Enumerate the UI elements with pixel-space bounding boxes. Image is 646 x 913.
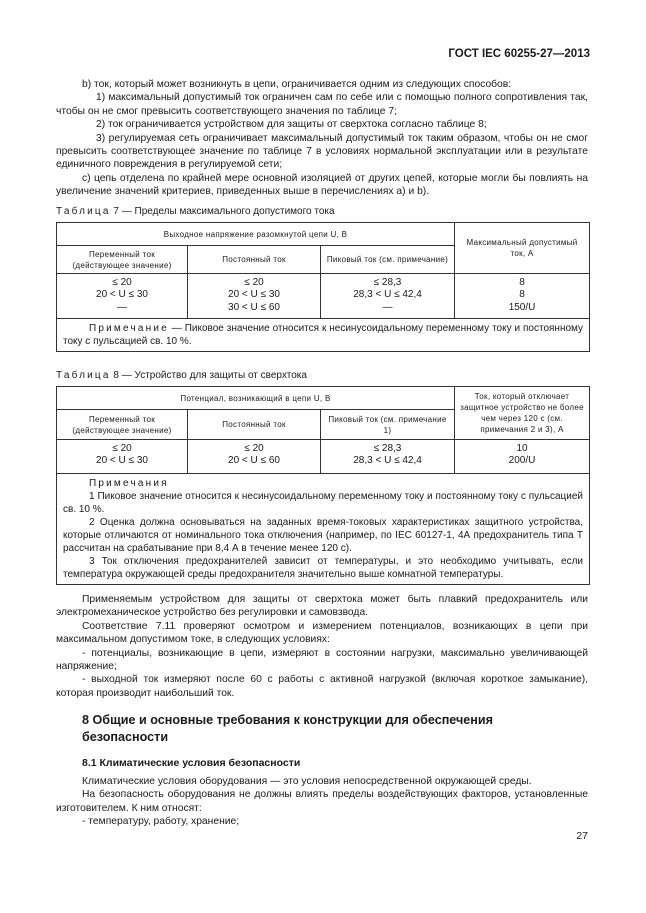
table7-note: [57, 319, 590, 352]
table7-cell-peak: [321, 274, 455, 319]
page-number: 27: [576, 830, 588, 842]
intro-block: [56, 78, 588, 199]
paragraph-device: Применяемым устройством для защиты от сверхтока может быть плавкий предохранитель или электромеханическое устройство без регулировки и самовзвода.: [56, 594, 588, 619]
table-cell: ≤ 20: [112, 443, 132, 454]
table-cell: 20 < U ≤ 30: [228, 289, 280, 301]
table8-col3-header: Пиковый ток (см. примечание 1): [321, 410, 455, 440]
table8-col4-header: Ток, который отключает защитное устройство не более чем через 120 с (см. примечания 2 и 3), А: [455, 387, 590, 440]
notes-title-text: Примечания: [89, 478, 169, 489]
table7-caption-text: 7 — Пределы максимального допустимого тока: [110, 206, 335, 217]
table7-cell-max: [455, 274, 590, 319]
table-cell: 20 < U ≤ 60: [228, 455, 280, 467]
table7-col2-header: Постоянный ток: [188, 246, 321, 274]
table8-cell-dc: [188, 440, 321, 474]
table7-group-header: Выходное напряжение разомкнутой цепи U, В: [57, 223, 455, 246]
table7-col1-header: Переменный ток (действующее значение): [57, 246, 188, 274]
paragraph-potentials: - потенциалы, возникающие в цепи, измеряют в состоянии нагрузки, максимально увеличивающей напряжение;: [56, 647, 588, 673]
document-code: ГОСТ IEC 60255-27—2013: [448, 48, 590, 60]
table7-cell-dc: [188, 274, 321, 319]
table8-col1-header: Переменный ток (действующее значение): [57, 410, 188, 440]
table7-note-text: [63, 322, 583, 348]
table-cell: 20 < U ≤ 30: [96, 455, 148, 467]
table-cell: ≤ 20: [244, 277, 264, 288]
table-cell: ≤ 28,3: [373, 277, 402, 288]
table-cell: ≤ 28,3: [373, 443, 402, 454]
item-b1: 1) максимальный допустимый ток ограничен сам по себе или с помощью полного сопротивления так, чтобы он не смог превысить соответствующего значения по таблице 7;: [56, 92, 588, 117]
table-cell: 200/U: [508, 455, 536, 467]
item-c: c) цепь отделена по крайней мере основной изоляцией от других цепей, которые могли бы повлиять на увеличение значений критериев, приведенных выше в перечислениях a) и b).: [56, 172, 588, 198]
paragraph-climate: Климатические условия оборудования — это условия непосредственной окружающей среды.: [82, 776, 532, 787]
table7-caption-word: Таблица: [56, 206, 111, 217]
table8-note-1: 1 Пиковое значение относится к несинусоидальному переменному току и постоянному току с пульсацией св. 10 %.: [63, 491, 583, 515]
table-cell: 10: [516, 443, 528, 454]
table-cell: 20 < U ≤ 30: [96, 289, 148, 301]
item-b3: 3) регулируемая сеть ограничивает максимальный допустимый ток таким образом, чтобы он не смог превысить соответствующее значение по таблице 7 в условиях нормальной эксплуатации или в результате единичного повреждения в регулируемой сети;: [56, 132, 588, 171]
table8-notes-title: [63, 477, 583, 490]
table-cell: ≤ 20: [244, 443, 264, 454]
table8-notes: [57, 474, 590, 585]
table-cell: 150/U: [508, 301, 536, 313]
table-cell: 30 < U ≤ 60: [228, 301, 280, 313]
section-8-title: 8 Общие и основные требования к конструкции для обеспечения безопасности: [82, 713, 494, 744]
table8-col2-header: Постоянный ток: [188, 410, 321, 440]
table-cell: 28,3 < U ≤ 42,4: [353, 455, 422, 467]
table7-cell-ac: [57, 274, 188, 319]
table8-cell-trip: [455, 440, 590, 474]
section-8-1-title: 8.1 Климатические условия безопасности: [82, 757, 301, 769]
table7-caption: [56, 206, 335, 217]
paragraph-safety: На безопасность оборудования не должны влиять пределы воздействующих факторов, установленные изготовителем. К ним относят:: [56, 789, 588, 814]
table8-group-header: Потенциал, возникающий в цепи U, В: [57, 387, 455, 410]
table7: [56, 222, 590, 352]
table-cell: ≤ 20: [112, 277, 132, 288]
item-b2: 2) ток ограничивается устройством для защиты от сверхтока согласно таблице 8;: [96, 119, 487, 131]
table8-cell-peak: [321, 440, 455, 474]
table8-cell-ac: [57, 440, 188, 474]
table8-caption: [56, 370, 307, 381]
item-b: b) ток, который может возникнуть в цепи, ограничивается одним из следующих способов:: [82, 79, 512, 90]
table7-note-body: — Пиковое значение относится к несинусоидальному переменному току и постоянному току с пульсацией св. 10 %.: [63, 323, 584, 347]
table-cell: —: [382, 301, 393, 313]
table-cell: 28,3 < U ≤ 42,4: [353, 289, 422, 301]
paragraph-compliance: Соответствие 7.11 проверяют осмотром и измерением потенциалов, возникающих в цепи при максимальном допустимом токе, в следующих условиях:: [56, 620, 588, 646]
table7-col3-header: Пиковый ток (см. примечание): [321, 246, 455, 274]
table8-caption-word: Таблица: [56, 370, 111, 381]
paragraph-output-current: - выходной ток измеряют после 60 с работы с активной нагрузкой (включая короткое замыкание), которая производит наибольший ток.: [56, 674, 588, 699]
paragraph-temperature: - температуру, работу, хранение;: [82, 816, 240, 828]
table8-note-3: 3 Ток отключения предохранителей зависит от температуры, и это необходимо учитывать, если температура окружающей среды предохранителя значительно выше комнатной температуры.: [63, 556, 583, 580]
table8-note-2: 2 Оценка должна основываться на заданных время-токовых характеристиках защитного устройства, которые отличаются от номинального тока отключения (например, по IEC 60127-1, 4А предохранитель типа Т рассчитан на срабатывание при 8,4 А в течение менее 120 с).: [63, 517, 583, 554]
table7-col4-header: Максимальный допустимый ток, А: [455, 223, 590, 274]
section-8-1-body: [56, 775, 588, 829]
table-cell: 8: [519, 277, 525, 288]
table-cell: —: [117, 301, 127, 313]
table-cell: 8: [519, 289, 525, 301]
table8-caption-text: 8 — Устройство для защиты от сверхтока: [110, 370, 307, 381]
table7-note-word: Примечание: [89, 323, 169, 334]
body-block: [56, 593, 588, 700]
table8: [56, 386, 590, 585]
